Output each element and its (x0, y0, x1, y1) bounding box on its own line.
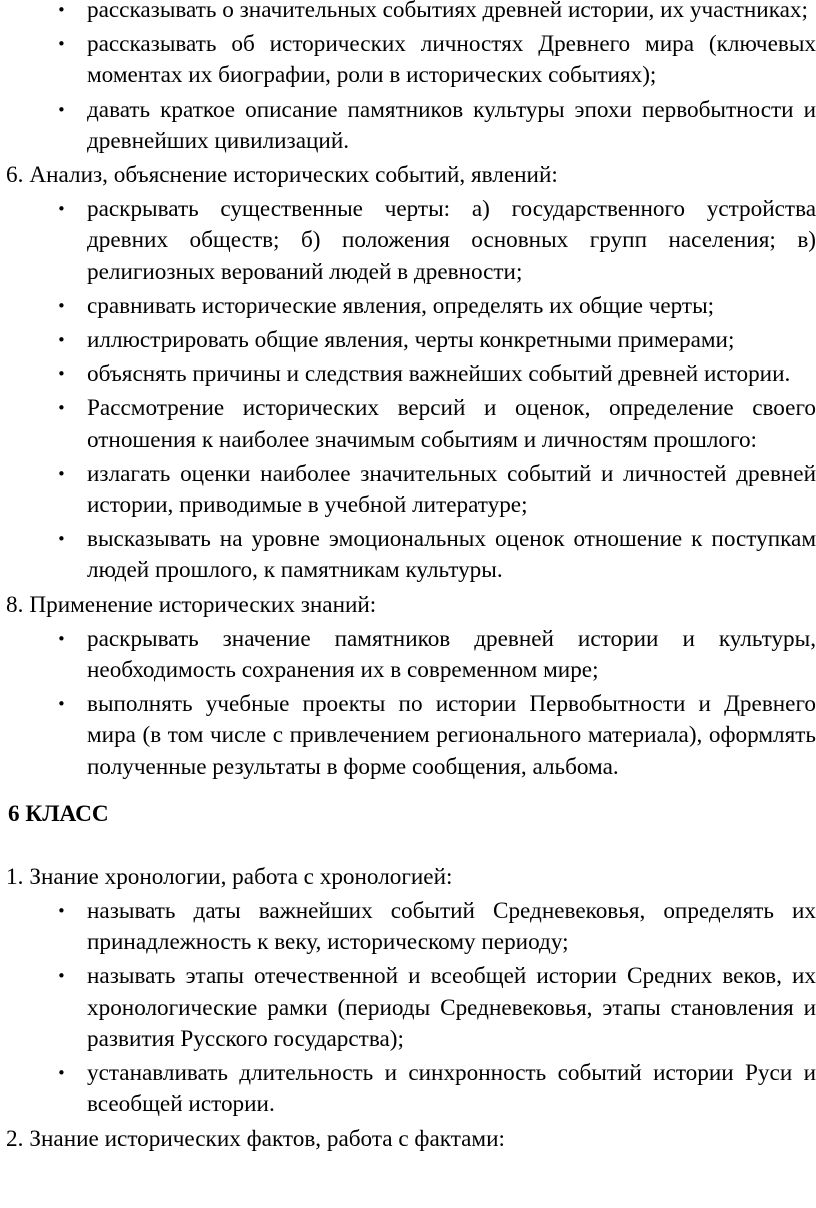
section-number: 8. (6, 591, 24, 618)
section-8-heading (0, 590, 816, 621)
list-item: • иллюстрировать общие явления, черты конкретными примерами; (87, 325, 816, 356)
list-item: • излагать оценки наиболее значительных событий и личностей древней истории, приводимые в учебной литературе; (87, 459, 816, 521)
list-item: • сравнивать исторические явления, определять их общие черты; (87, 291, 816, 322)
list-item: • раскрывать значение памятников древней истории и культуры, необходимость сохранения их в современном мире; (87, 624, 816, 686)
list-item: • называть этапы отечественной и всеобщей истории Средних веков, их хронологические рамки (периоды Средневековья, этапы становления и развития Русского государства); (87, 961, 816, 1055)
section-title: Применение исторических знаний: (29, 591, 377, 618)
list-item: • Рассмотрение исторических версий и оценок, определение своего отношения к наиболее значимым событиям и личностям прошлого: (87, 393, 816, 455)
g6-section-2-heading (0, 1124, 816, 1155)
section-title: Знание исторических фактов, работа с фактами: (29, 1125, 505, 1152)
list-item: • называть даты важнейших событий Средневековья, определять их принадлежность к веку, историческому периоду; (87, 896, 816, 958)
section-number: 2. (6, 1125, 24, 1152)
section-number: 1. (6, 863, 24, 890)
list-item: • раскрывать существенные черты: а) государственного устройства древних обществ; б) положения основных групп населения; в) религиозных верований людей в древности; (87, 194, 816, 288)
section-6-heading (0, 160, 816, 191)
bullet-list-g6-section1 (0, 896, 816, 1120)
list-item: • выполнять учебные проекты по истории Первобытности и Древнего мира (в том числе с привлечением регионального материала), оформлять полученные результаты в форме сообщения, альбома. (87, 689, 816, 783)
g6-section-1-heading (0, 862, 816, 893)
bullet-list-section6 (0, 194, 816, 586)
list-item: • объяснять причины и следствия важнейших событий древней истории. (87, 359, 816, 390)
section-title: Знание хронологии, работа с хронологией: (29, 863, 453, 890)
list-item: • давать краткое описание памятников культуры эпохи первобытности и древнейших цивилизаций. (87, 95, 816, 157)
bullet-list-section8 (0, 624, 816, 783)
list-item: • устанавливать длительность и синхронность событий истории Руси и всеобщей истории. (87, 1058, 816, 1120)
bullet-list-block1 (0, 0, 816, 157)
grade-heading: 6 КЛАСС (8, 800, 109, 827)
list-item: • рассказывать о значительных событиях древней истории, их участниках; (87, 0, 816, 26)
list-item: • рассказывать об исторических личностях Древнего мира (ключевых моментах их биографии, роли в исторических событиях); (87, 29, 816, 91)
list-item: • высказывать на уровне эмоциональных оценок отношение к поступкам людей прошлого, к памятникам культуры. (87, 524, 816, 586)
section-title: Анализ, объяснение исторических событий, явлений: (29, 162, 558, 189)
section-number: 6. (6, 162, 24, 189)
